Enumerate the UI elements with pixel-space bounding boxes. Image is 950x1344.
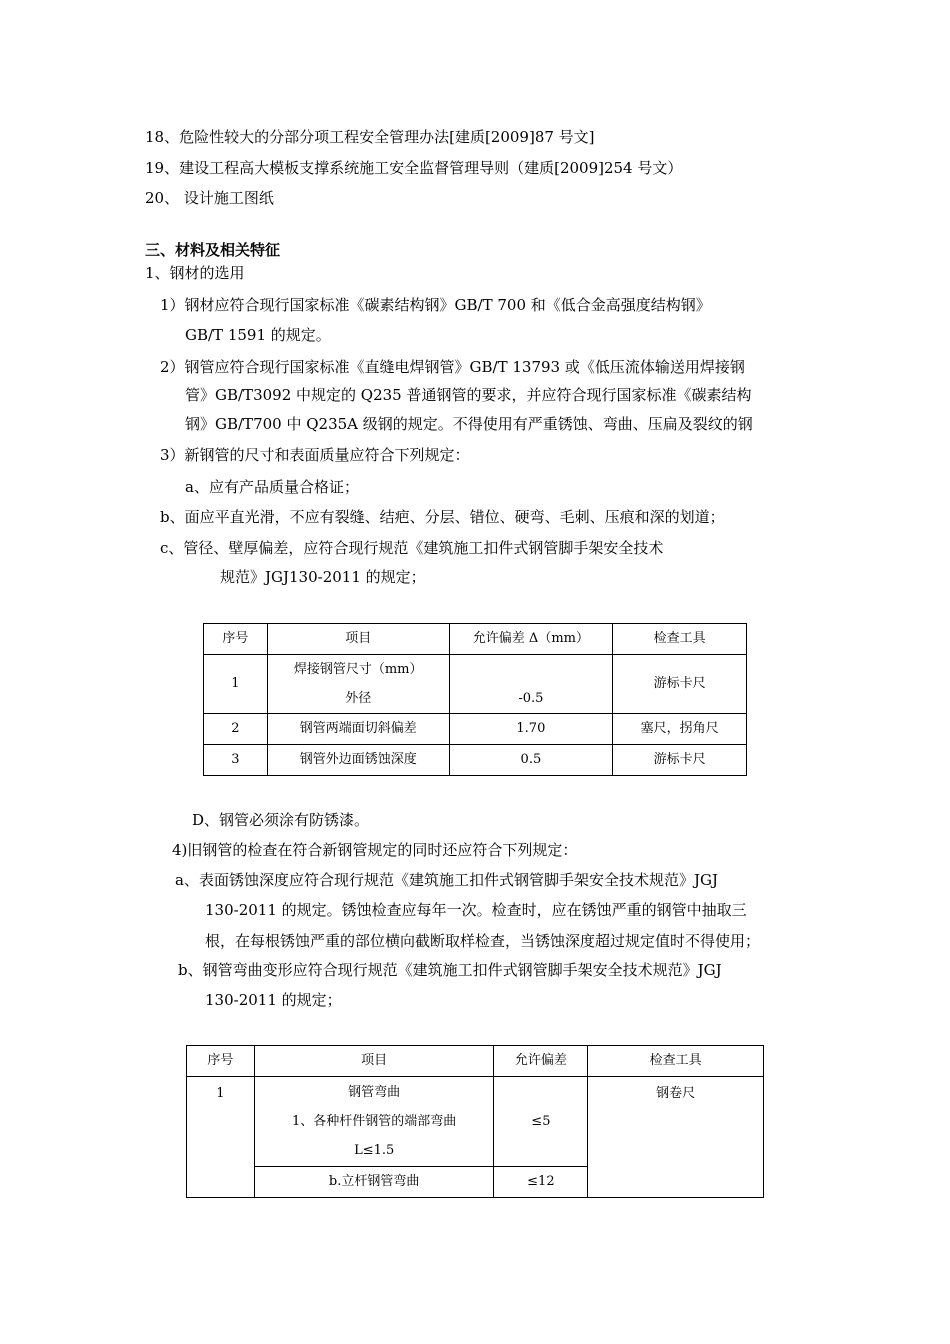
cell-text: 外径 [345,691,372,706]
table-cell: 钢管外边面锈蚀深度 [267,745,449,776]
table-cell [449,655,613,714]
table-cell: b.立杆钢管弯曲 [254,1167,494,1198]
paragraph-d: D、钢管必须涂有防锈漆。 [192,811,370,829]
paragraph-1-line-2: GB/T 1591 的规定。 [185,326,331,344]
paragraph-4b-line-2: 130-2011 的规定； [205,991,342,1009]
paragraph-3c-line-2: 规范》JGJ130-2011 的规定； [220,568,426,586]
table-cell: 1 [187,1077,255,1198]
table-cell: 钢卷尺 [588,1077,764,1198]
table1-header-item: 项目 [267,624,449,655]
table2-header-deviation: 允许偏差 [494,1046,588,1077]
paragraph-1-line-1: 1）钢材应符合现行国家标准《碳素结构钢》GB/T 700 和《低合金高强度结构钢》 [160,296,711,314]
table-cell: 3 [204,745,268,776]
reference-item-18: 18、危险性较大的分部分项工程安全管理办法[建质[2009]87 号文] [145,128,595,146]
table-cell: 钢管两端面切斜偏差 [267,714,449,745]
table2-header-tool: 检查工具 [588,1046,764,1077]
cell-text: 钢管弯曲 [348,1085,401,1100]
paragraph-2-line-1: 2）钢管应符合现行国家标准《直缝电焊钢管》GB/T 13793 或《低压流体输送用焊接钢 [160,358,745,376]
reference-item-19: 19、建设工程高大模板支撑系统施工安全监督管理导则（建质[2009]254 号文） [145,159,683,177]
paragraph-2-line-2: 管》GB/T3092 中规定的 Q235 普通钢管的要求，并应符合现行国家标准《碳素结构 [185,386,752,404]
cell-text: 焊接钢管尺寸（mm） [293,662,423,677]
paragraph-3a: a、应有产品质量合格证； [185,478,359,496]
reference-item-20: 20、 设计施工图纸 [145,189,274,207]
table-cell: 游标卡尺 [613,655,747,714]
paragraph-3: 3）新钢管的尺寸和表面质量应符合下列规定： [160,446,470,464]
table-cell: ≤12 [494,1167,588,1198]
table-cell [254,1077,494,1167]
paragraph-4a-line-1: a、表面锈蚀深度应符合现行规范《建筑施工扣件式钢管脚手架安全技术规范》JGJ [175,871,718,889]
table-cell: 1 [204,655,268,714]
paragraph-4a-line-2: 130-2011 的规定。锈蚀检查应每年一次。检查时，应在锈蚀严重的钢管中抽取三 [205,901,747,919]
table-cell: 0.5 [449,745,613,776]
subsection-heading: 1、钢材的选用 [145,264,245,282]
cell-text: 1、各种杆件钢管的端部弯曲 [292,1114,457,1129]
table-cell: ≤5 [494,1077,588,1167]
new-pipe-tolerance-table [203,623,747,776]
table1-header-no: 序号 [204,624,268,655]
paragraph-3c-line-1: c、管径、壁厚偏差，应符合现行规范《建筑施工扣件式钢管脚手架安全技术 [160,539,664,557]
table1-header-deviation: 允许偏差 Δ（mm） [449,624,613,655]
paragraph-4a-line-3: 根，在每根锈蚀严重的部位横向截断取样检查，当锈蚀深度超过规定值时不得使用； [205,932,761,950]
paragraph-3b: b、面应平直光滑，不应有裂缝、结疤、分层、错位、硬弯、毛刺、压痕和深的划道； [160,508,725,526]
cell-text: -0.5 [518,691,544,706]
table1-header-tool: 检查工具 [613,624,747,655]
section-heading: 三、材料及相关特征 [145,241,281,259]
paragraph-4b-line-1: b、钢管弯曲变形应符合现行规范《建筑施工扣件式钢管脚手架安全技术规范》JGJ [178,961,722,979]
table2-header-item: 项目 [254,1046,494,1077]
paragraph-2-line-3: 钢》GB/T700 中 Q235A 级钢的规定。不得使用有严重锈蚀、弯曲、压扁及裂纹的钢 [185,415,753,433]
table-cell: 2 [204,714,268,745]
table-cell: 塞尺，拐角尺 [613,714,747,745]
cell-text: L≤1.5 [354,1143,395,1158]
table-cell [267,655,449,714]
paragraph-4: 4)旧钢管的检查在符合新钢管规定的同时还应符合下列规定： [172,841,578,859]
table-cell: 游标卡尺 [613,745,747,776]
table2-header-no: 序号 [187,1046,255,1077]
pipe-bending-tolerance-table [186,1045,764,1198]
table-cell: 1.70 [449,714,613,745]
